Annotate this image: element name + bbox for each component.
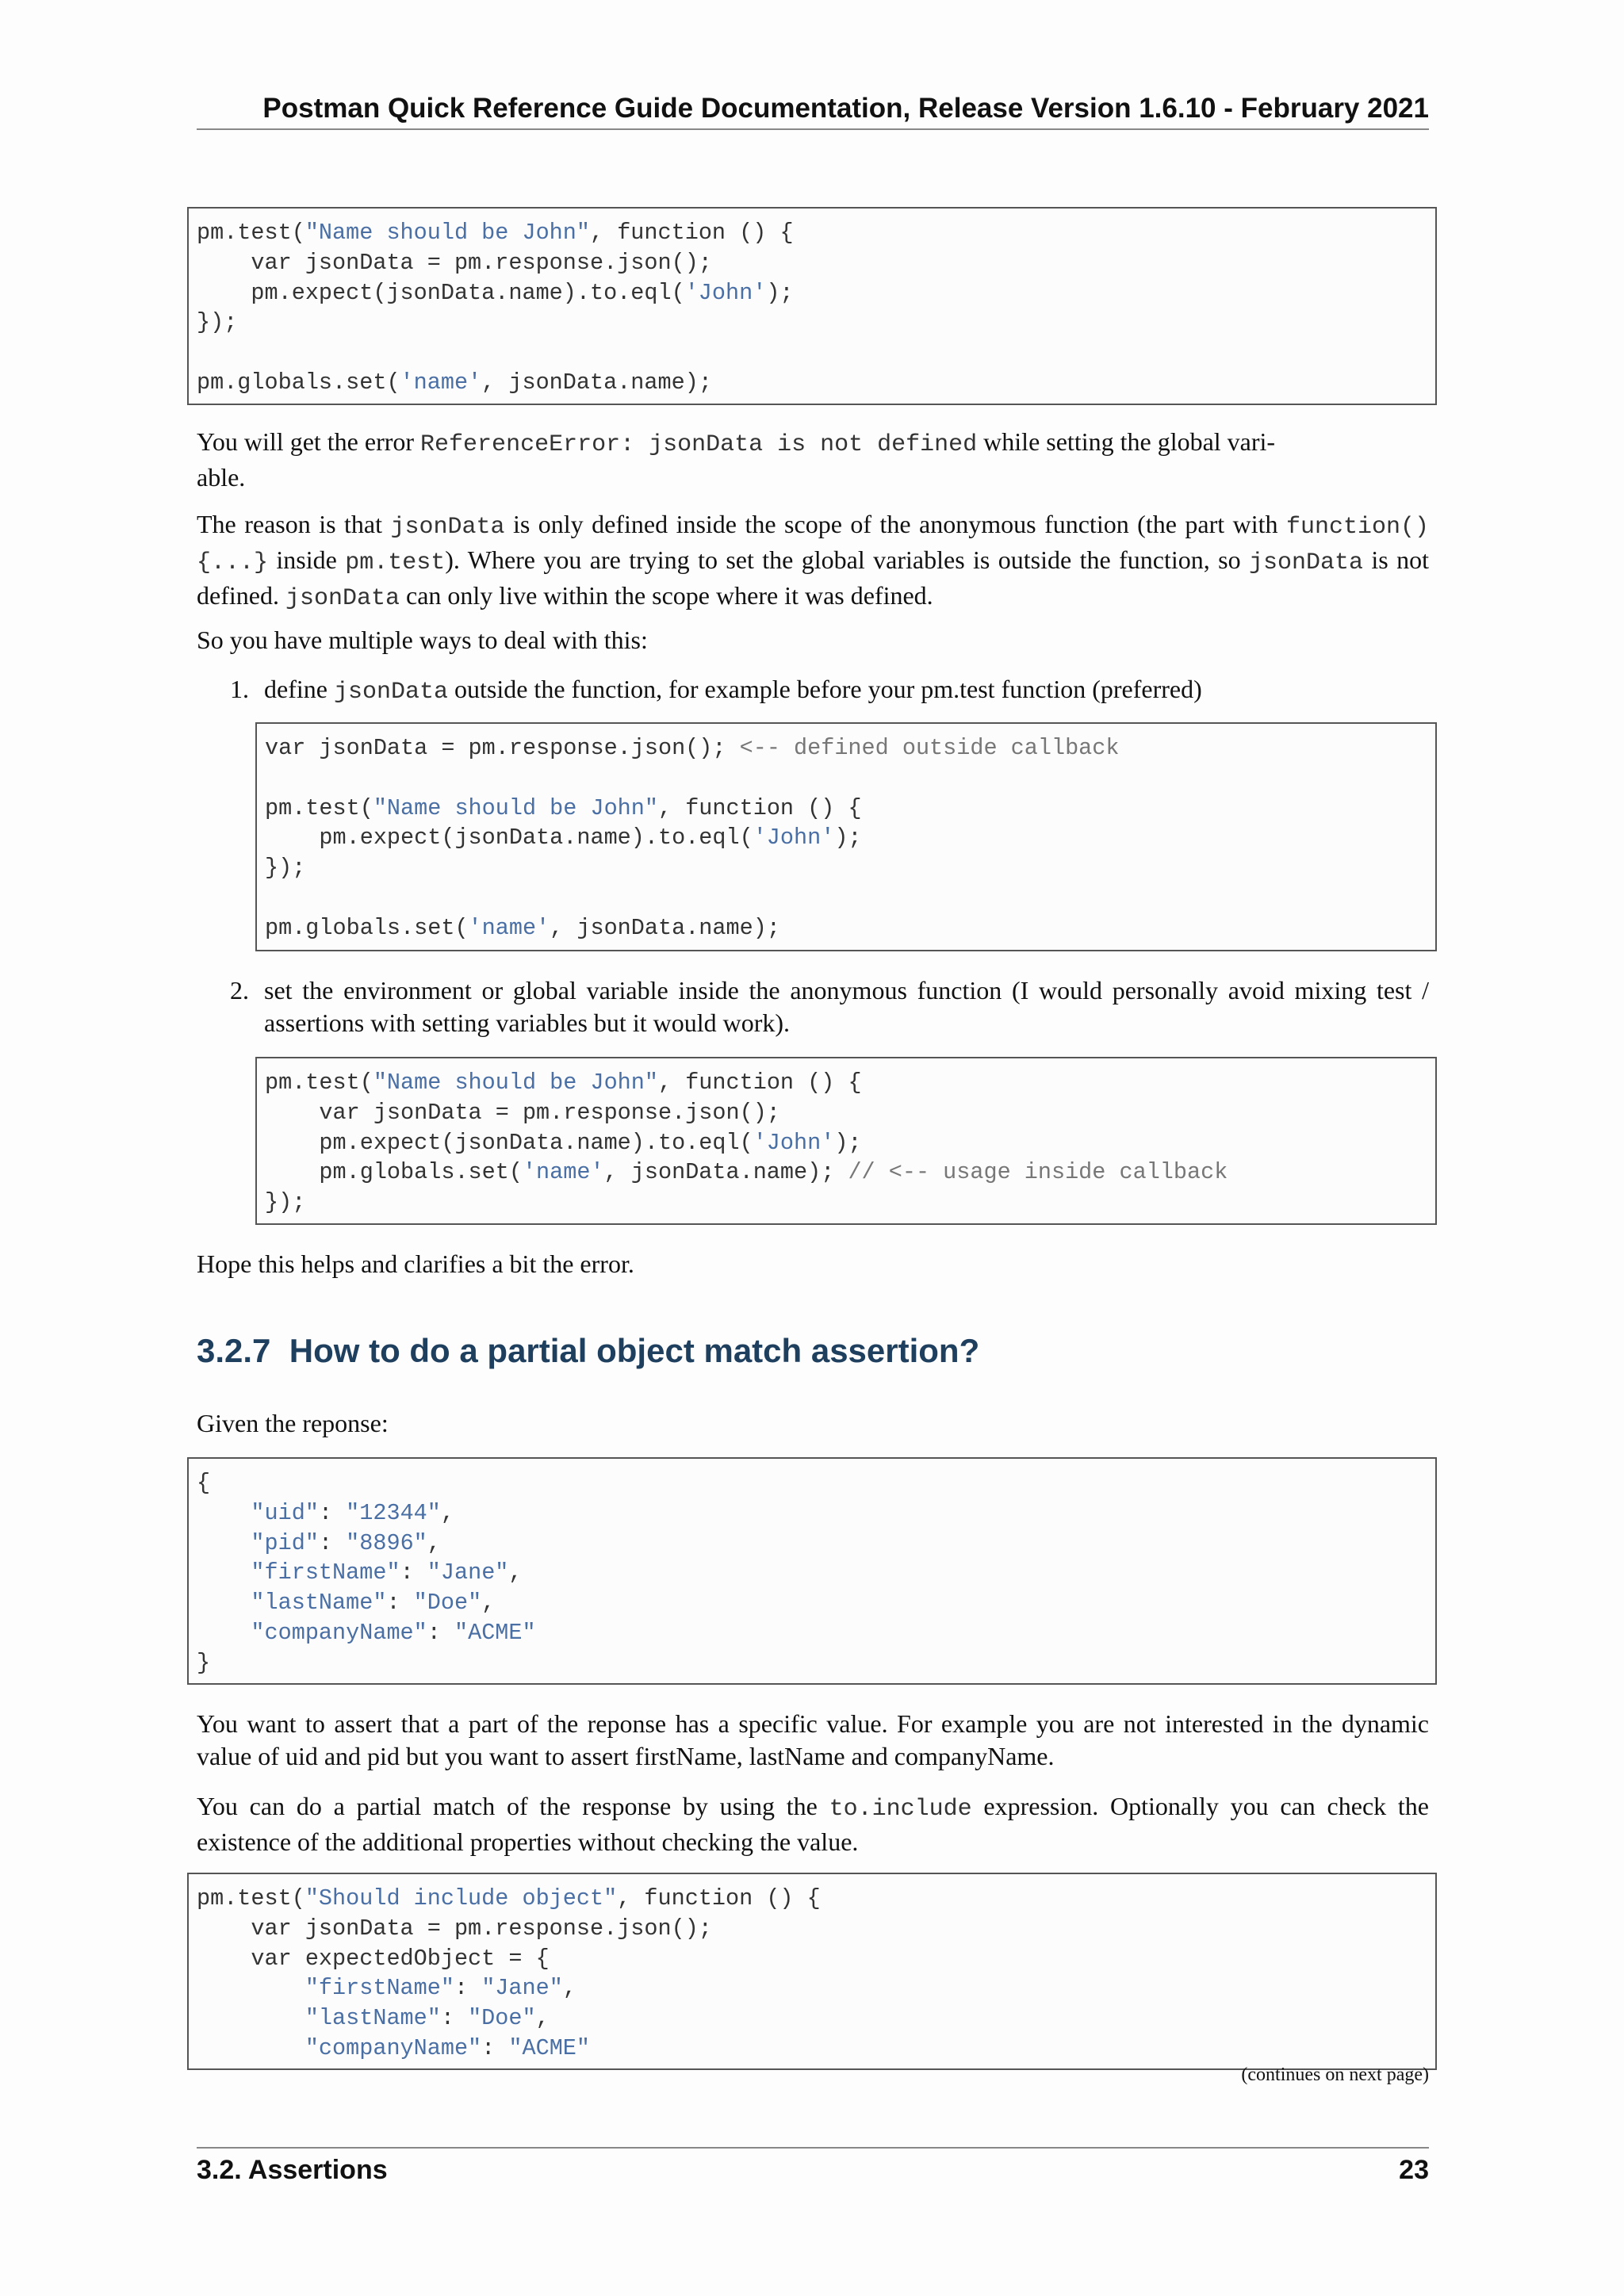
text: can only live within the scope where it was defined. [399, 581, 933, 610]
page-number: 23 [1399, 2155, 1429, 2185]
code-token: ); [834, 1129, 862, 1156]
code-token [197, 1620, 251, 1646]
code-token [197, 2035, 305, 2061]
footer-section: 3.2. Assertions [197, 2155, 388, 2185]
list-number: 2. [230, 976, 249, 1004]
code-string: "companyName" [304, 2034, 482, 2061]
text: is not defined. [197, 545, 1429, 610]
code-string: "lastName" [251, 1590, 387, 1617]
text: able. [197, 463, 246, 492]
code-block-include-object [187, 1873, 1437, 2070]
code-line [197, 368, 1427, 398]
code-line [197, 2034, 1427, 2064]
code-line [197, 218, 1427, 248]
inline-code: function() {...} [197, 514, 1429, 576]
running-header: Postman Quick Reference Guide Documentation, Release Version 1.6.10 - February 2021 [262, 93, 1429, 124]
paragraph-hope: Hope this helps and clarifies a bit the error. [197, 1249, 634, 1278]
code-token: : [481, 2034, 509, 2061]
code-string: "lastName" [304, 2005, 441, 2032]
code-line [265, 823, 1427, 853]
code-token [197, 1530, 251, 1556]
code-string: 'John' [753, 1129, 835, 1156]
code-token: }); [265, 855, 306, 882]
code-line [197, 1468, 1427, 1498]
code-token: : [454, 1975, 482, 2002]
text: You will get the error [197, 427, 421, 456]
code-token: var expectedObject = { [197, 1945, 550, 1972]
inline-code: jsonData [333, 679, 448, 706]
code-token: , [440, 1499, 454, 1526]
code-string: 'name' [400, 369, 482, 396]
inline-code: ReferenceError: jsonData is not defined [420, 431, 978, 458]
code-string: 'John' [684, 279, 767, 306]
code-token: pm.globals.set( [197, 369, 400, 396]
code-token: , function () { [590, 220, 794, 246]
paragraph-given-response: Given the reponse: [197, 1409, 389, 1437]
code-comment: <-- defined outside callback [739, 735, 1120, 761]
code-block-outside-callback [255, 722, 1437, 951]
code-string: "Jane" [481, 1975, 563, 2002]
text: inside [268, 545, 346, 574]
continues-note: (continues on next page) [1241, 2064, 1429, 2085]
page-footer [197, 2155, 1429, 2186]
code-token: var jsonData = pm.response.json(); [197, 1915, 712, 1942]
code-line [197, 1498, 1427, 1529]
inline-code: jsonData [285, 585, 400, 612]
code-token: var jsonData = pm.response.json(); [197, 249, 712, 276]
code-string: "ACME" [454, 1619, 536, 1646]
code-line [197, 2003, 1427, 2034]
code-token: : [427, 1619, 454, 1646]
code-line [197, 248, 1427, 278]
code-line [265, 1188, 1427, 1218]
paragraph-reference-error [197, 426, 1429, 494]
code-line [197, 278, 1427, 308]
code-token: pm.globals.set( [265, 914, 469, 941]
code-token: , jsonData.name); [603, 1159, 848, 1186]
code-token: , [562, 1975, 576, 2002]
code-string: "Name should be John" [373, 1070, 658, 1096]
text: expression. Optionally you can check the existence of the additional properties without checking the value. [197, 1792, 1430, 1856]
code-line [265, 794, 1427, 824]
code-token: { [197, 1470, 211, 1496]
code-token: pm.test( [197, 1885, 305, 1911]
code-token [197, 1590, 251, 1616]
code-comment: // <-- usage inside callback [848, 1159, 1228, 1186]
code-token: , function () { [658, 794, 862, 821]
code-line [265, 1158, 1427, 1188]
code-token: : [318, 1529, 347, 1556]
code-string: "Name should be John" [304, 220, 590, 246]
code-token: , [427, 1529, 441, 1556]
code-block-global-error [187, 207, 1437, 405]
code-line [197, 338, 1427, 368]
code-token: : [386, 1590, 414, 1617]
paragraph-scope-reason [197, 508, 1429, 615]
code-line [265, 853, 1427, 883]
code-string: "uid" [251, 1499, 319, 1526]
code-string: 'John' [753, 825, 835, 851]
code-line [265, 1128, 1427, 1158]
code-token: pm.expect(jsonData.name).to.eql( [197, 279, 685, 306]
paragraph-assert-part: You want to assert that a part of the reponse has a specific value. For example you are not interested in the dynamic value of uid and pid but you want to assert firstName, lastName and companyName. [197, 1709, 1429, 1770]
code-token [197, 1500, 251, 1526]
code-string: "ACME" [508, 2034, 591, 2061]
code-token [197, 1559, 251, 1586]
code-line [265, 883, 1427, 913]
code-string: "8896" [346, 1529, 427, 1556]
code-token: , jsonData.name); [481, 369, 712, 396]
code-string: "Doe" [468, 2005, 536, 2032]
code-token: pm.globals.set( [265, 1159, 523, 1186]
text: while setting the global vari- [977, 427, 1276, 456]
code-string: "pid" [251, 1529, 319, 1556]
code-block-inside-callback [255, 1057, 1437, 1225]
code-token: , jsonData.name); [550, 914, 780, 941]
text: define [264, 675, 334, 703]
code-token: ); [834, 825, 862, 851]
inline-code: jsonData [390, 514, 505, 541]
inline-code: jsonData [1248, 549, 1363, 576]
code-string: 'name' [522, 1159, 604, 1186]
code-line [197, 308, 1427, 338]
text: is only defined inside the scope of the anonymous function (the part with [504, 510, 1286, 538]
code-token: pm.test( [197, 220, 305, 246]
code-token: }); [197, 309, 238, 336]
code-string: "12344" [346, 1499, 441, 1526]
code-line [197, 1944, 1427, 1974]
code-string: "firstName" [304, 1975, 454, 2002]
code-string: "Name should be John" [373, 794, 658, 821]
code-token: pm.test( [265, 1070, 373, 1096]
code-token: var jsonData = pm.response.json(); [265, 735, 740, 761]
list-item-define-outside [264, 673, 1429, 709]
section-title: How to do a partial object match assertion? [289, 1332, 980, 1369]
code-token: , [481, 1590, 496, 1617]
header-rule [197, 128, 1429, 130]
code-token: var jsonData = pm.response.json(); [265, 1099, 780, 1126]
code-line [197, 1914, 1427, 1944]
code-block-response-json [187, 1457, 1437, 1685]
code-token: : [318, 1499, 347, 1526]
list-number: 1. [230, 675, 249, 703]
paragraph-multiple-ways: So you have multiple ways to deal with this: [197, 626, 648, 654]
code-token: : [440, 2005, 469, 2032]
code-line [197, 1588, 1427, 1618]
code-token: pm.expect(jsonData.name).to.eql( [265, 1129, 753, 1156]
footer-rule [197, 2147, 1429, 2149]
code-line [265, 1098, 1427, 1128]
code-token: , function () { [617, 1885, 821, 1911]
text: outside the function, for example before your pm.test function (preferred) [447, 675, 1202, 703]
code-token: ); [766, 279, 794, 306]
code-line [197, 1618, 1427, 1648]
code-line [265, 733, 1427, 763]
text: The reason is that [197, 510, 391, 538]
code-string: "Doe" [413, 1590, 482, 1617]
code-string: "companyName" [251, 1619, 427, 1646]
paragraph-partial-match [197, 1790, 1429, 1858]
code-string: 'name' [468, 914, 550, 941]
code-line [197, 1973, 1427, 2003]
inline-code: to.include [829, 1796, 972, 1823]
code-token: , [508, 1559, 523, 1586]
code-token: pm.test( [265, 794, 373, 821]
code-line [197, 1648, 1427, 1678]
text: ). Where you are trying to set the global variables is outside the function, so [445, 545, 1249, 574]
code-string: "Should include object" [304, 1885, 618, 1911]
code-line [197, 1558, 1427, 1588]
code-line [265, 763, 1427, 794]
list-item-inside-callback: set the environment or global variable inside the anonymous function (I would personally avoid mixing test / assertions with setting variables but it would work). [264, 976, 1429, 1037]
code-line [265, 913, 1427, 943]
code-line [197, 1884, 1427, 1914]
code-token: , function () { [658, 1070, 862, 1096]
code-token: : [400, 1559, 427, 1586]
section-number: 3.2.7 [197, 1332, 271, 1369]
section-heading [197, 1332, 979, 1370]
code-token: }); [265, 1189, 306, 1216]
code-token: pm.expect(jsonData.name).to.eql( [265, 825, 753, 851]
code-token [197, 2005, 305, 2031]
inline-code: pm.test [345, 549, 446, 576]
code-line [265, 1068, 1427, 1098]
code-token [197, 1975, 305, 2001]
code-string: "firstName" [251, 1559, 400, 1586]
text: You can do a partial match of the response by using the [197, 1792, 829, 1820]
code-token: } [197, 1649, 211, 1676]
code-line [197, 1529, 1427, 1559]
code-string: "Jane" [427, 1559, 509, 1586]
code-token: , [535, 2005, 550, 2032]
